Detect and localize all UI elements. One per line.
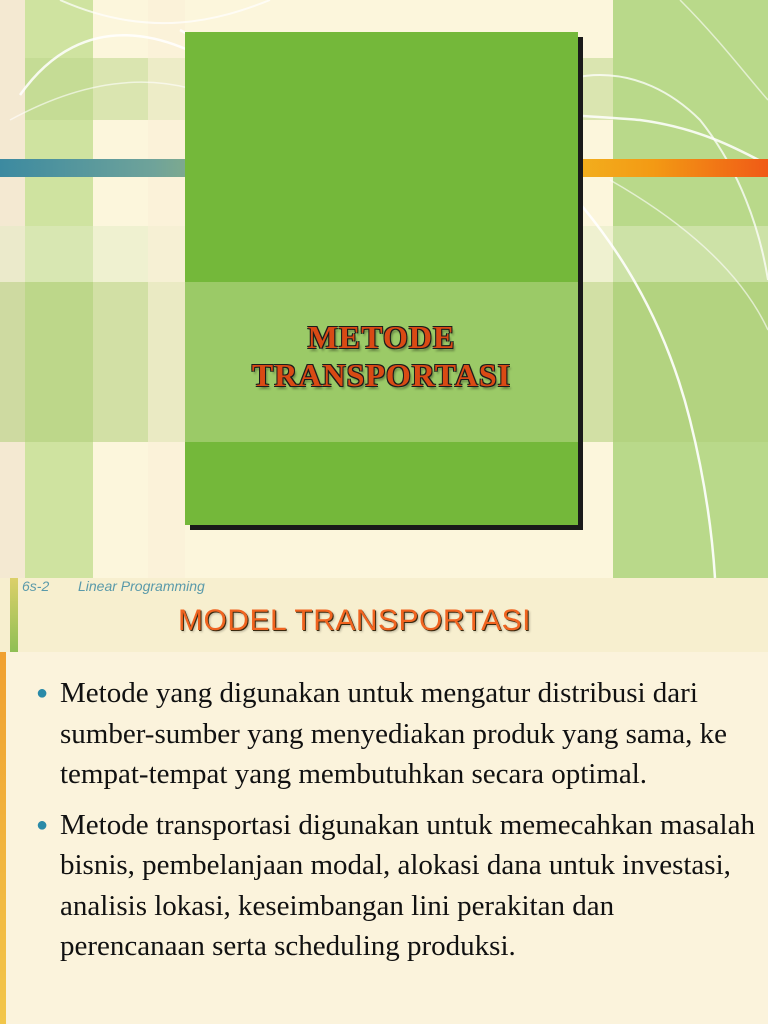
slide-topic: Linear Programming: [78, 578, 205, 594]
slide-title-line2: TRANSPORTASI: [251, 357, 512, 393]
bullet-text: Metode yang digunakan untuk mengatur distribusi dari sumber-sumber yang menyediakan produk yang sama, ke tempat-tempat yang membutuhkan secara optimal.: [60, 677, 728, 790]
slide-number: 6s-2: [22, 578, 50, 594]
bullet-dot-icon: ●: [36, 682, 49, 704]
list-item: [36, 673, 765, 795]
bullet-list: [36, 673, 765, 977]
left-accent-bar: [10, 578, 18, 652]
bullet-dot-icon: ●: [36, 813, 49, 836]
content-slide: [0, 578, 768, 1024]
slide-title: [185, 318, 578, 394]
bullet-text: Metode transportasi digunakan untuk memecahkan masalah bisnis, pembelanjaan modal, alokasi dana untuk investasi, analisis lokasi, keseimbangan lini perakitan dan perencanaan serta scheduling produksi.: [60, 808, 755, 962]
title-box: [185, 32, 578, 525]
list-item: [36, 805, 765, 967]
slide-title-line1: METODE: [307, 319, 456, 355]
content-title: MODEL TRANSPORTASI: [178, 604, 531, 637]
left-accent-bar: [0, 652, 6, 1024]
